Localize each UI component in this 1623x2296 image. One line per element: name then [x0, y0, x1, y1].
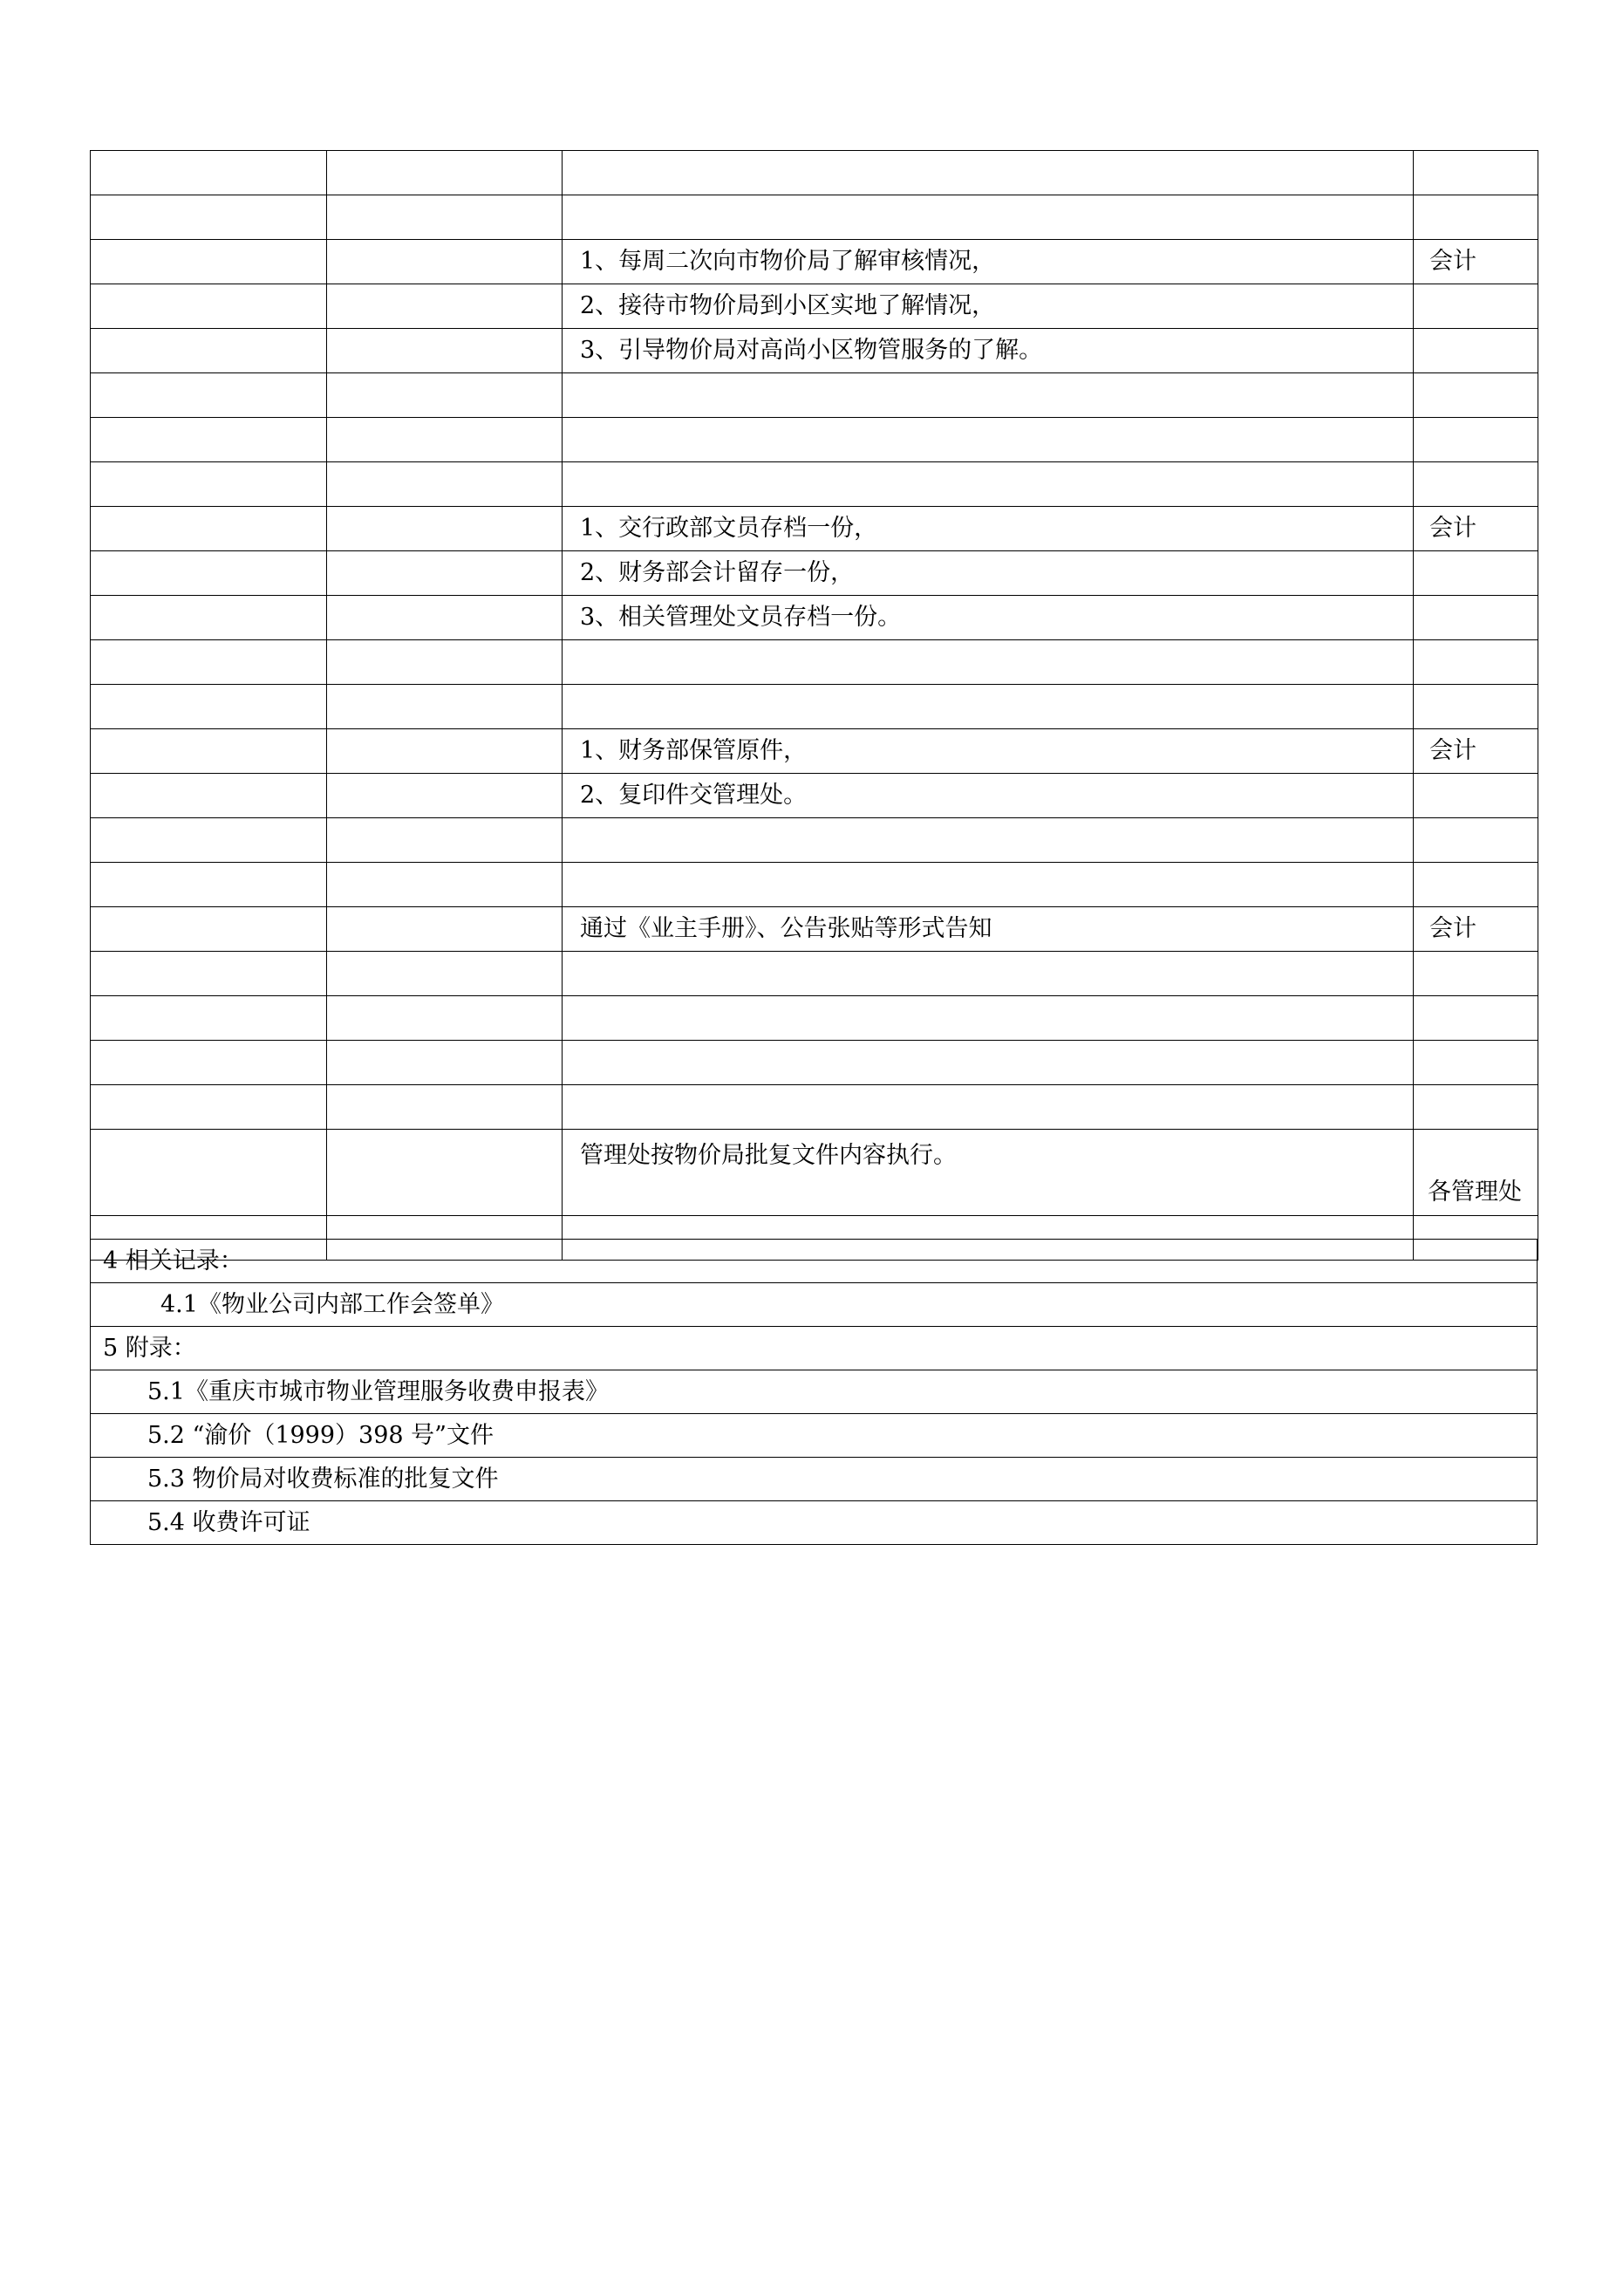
cell-process [327, 240, 563, 284]
cell-responsible [1414, 373, 1538, 418]
cell-item-text: 1、财务部保管原件， [563, 729, 1414, 774]
procedure-table [90, 150, 1538, 1261]
cell-process [327, 640, 563, 685]
cell-process [327, 551, 563, 596]
cell-process [327, 1041, 563, 1085]
cell-responsible [1414, 462, 1538, 507]
cell-step [91, 551, 327, 596]
table-row [91, 329, 1538, 373]
cell-item-text [563, 1041, 1414, 1085]
cell-item-text [563, 640, 1414, 685]
records-heading: 4 相关记录： [91, 1240, 1538, 1283]
cell-step [91, 462, 327, 507]
cell-item-text [563, 996, 1414, 1041]
cell-responsible: 会计 [1414, 240, 1538, 284]
cell-responsible [1414, 596, 1538, 640]
cell-process [327, 952, 563, 996]
cell-item-text [563, 373, 1414, 418]
cell-step [91, 907, 327, 952]
table-row [91, 996, 1538, 1041]
cell-responsible [1414, 996, 1538, 1041]
cell-responsible: 会计 [1414, 907, 1538, 952]
table-row [91, 640, 1538, 685]
records-item-row [91, 1283, 1538, 1327]
cell-item-text [563, 418, 1414, 462]
cell-process [327, 774, 563, 818]
appendix-item-row [91, 1458, 1538, 1501]
cell-step [91, 151, 327, 195]
table-row [91, 284, 1538, 329]
appendix-item: 5.1《重庆市城市物业管理服务收费申报表》 [91, 1370, 1538, 1414]
cell-process [327, 596, 563, 640]
cell-step [91, 1041, 327, 1085]
table-row [91, 952, 1538, 996]
cell-item-text: 2、接待市物价局到小区实地了解情况， [563, 284, 1414, 329]
cell-responsible [1414, 774, 1538, 818]
appendix-item: 5.3 物价局对收费标准的批复文件 [91, 1458, 1538, 1501]
cell-responsible [1414, 685, 1538, 729]
cell-process [327, 195, 563, 240]
cell-step [91, 329, 327, 373]
cell-step [91, 863, 327, 907]
cell-process [327, 996, 563, 1041]
table-row [91, 1041, 1538, 1085]
cell-step [91, 418, 327, 462]
table-row [91, 685, 1538, 729]
cell-step [91, 284, 327, 329]
appendix-item-row [91, 1370, 1538, 1414]
table-row [91, 1085, 1538, 1130]
cell-step [91, 596, 327, 640]
cell-item-text: 管理处按物价局批复文件内容执行。 [563, 1130, 1414, 1216]
records-section [90, 1239, 1538, 1545]
table-row [91, 151, 1538, 195]
appendix-item-row [91, 1501, 1538, 1545]
cell-responsible [1414, 195, 1538, 240]
cell-step [91, 373, 327, 418]
cell-item-text [563, 952, 1414, 996]
cell-item-text: 2、复印件交管理处。 [563, 774, 1414, 818]
cell-process [327, 418, 563, 462]
table-row [91, 818, 1538, 863]
cell-item-text: 2、财务部会计留存一份， [563, 551, 1414, 596]
cell-process [327, 1085, 563, 1130]
cell-responsible [1414, 818, 1538, 863]
appendix-heading: 5 附录： [91, 1327, 1538, 1370]
table-row [91, 462, 1538, 507]
cell-process [327, 907, 563, 952]
cell-responsible [1414, 284, 1538, 329]
cell-item-text [563, 685, 1414, 729]
cell-step [91, 507, 327, 551]
cell-step [91, 640, 327, 685]
cell-step [91, 818, 327, 863]
cell-responsible [1414, 1085, 1538, 1130]
table-row [91, 240, 1538, 284]
cell-responsible [1414, 1041, 1538, 1085]
cell-process [327, 863, 563, 907]
table-row [91, 907, 1538, 952]
cell-item-text [563, 863, 1414, 907]
cell-process [327, 151, 563, 195]
cell-step [91, 685, 327, 729]
cell-process [327, 729, 563, 774]
cell-item-text: 3、相关管理处文员存档一份。 [563, 596, 1414, 640]
cell-step [91, 774, 327, 818]
table-row [91, 1130, 1538, 1216]
appendix-item: 5.2 “渝价（1999）398 号”文件 [91, 1414, 1538, 1458]
cell-item-text [563, 1085, 1414, 1130]
records-item: 4.1《物业公司内部工作会签单》 [91, 1283, 1538, 1327]
cell-item-text: 通过《业主手册》、公告张贴等形式告知 [563, 907, 1414, 952]
cell-step [91, 952, 327, 996]
cell-item-text [563, 195, 1414, 240]
table-row [91, 863, 1538, 907]
table-row [91, 507, 1538, 551]
cell-process [327, 1130, 563, 1216]
cell-responsible [1414, 418, 1538, 462]
table-row [91, 774, 1538, 818]
cell-responsible: 会计 [1414, 729, 1538, 774]
table-row [91, 373, 1538, 418]
records-heading-row [91, 1240, 1538, 1283]
cell-process [327, 507, 563, 551]
table-row [91, 596, 1538, 640]
cell-step [91, 996, 327, 1041]
cell-step [91, 195, 327, 240]
cell-process [327, 462, 563, 507]
cell-responsible [1414, 551, 1538, 596]
procedure-table-body [91, 151, 1538, 1261]
cell-item-text: 1、交行政部文员存档一份， [563, 507, 1414, 551]
table-row [91, 418, 1538, 462]
cell-process [327, 373, 563, 418]
cell-item-text: 3、引导物价局对高尚小区物管服务的了解。 [563, 329, 1414, 373]
cell-process [327, 818, 563, 863]
cell-responsible: 会计 [1414, 507, 1538, 551]
cell-responsible [1414, 640, 1538, 685]
cell-responsible: 各管理处 [1414, 1130, 1538, 1216]
cell-item-text [563, 818, 1414, 863]
cell-responsible [1414, 329, 1538, 373]
cell-step [91, 1130, 327, 1216]
cell-step [91, 729, 327, 774]
appendix-item-row [91, 1414, 1538, 1458]
cell-step [91, 240, 327, 284]
table-row [91, 195, 1538, 240]
table-row [91, 551, 1538, 596]
cell-step [91, 1085, 327, 1130]
cell-responsible [1414, 952, 1538, 996]
cell-responsible [1414, 151, 1538, 195]
cell-item-text [563, 151, 1414, 195]
cell-item-text [563, 462, 1414, 507]
cell-process [327, 329, 563, 373]
cell-process [327, 685, 563, 729]
table-row [91, 729, 1538, 774]
cell-responsible [1414, 863, 1538, 907]
cell-process [327, 284, 563, 329]
appendix-heading-row [91, 1327, 1538, 1370]
appendix-item: 5.4 收费许可证 [91, 1501, 1538, 1545]
cell-item-text: 1、每周二次向市物价局了解审核情况， [563, 240, 1414, 284]
